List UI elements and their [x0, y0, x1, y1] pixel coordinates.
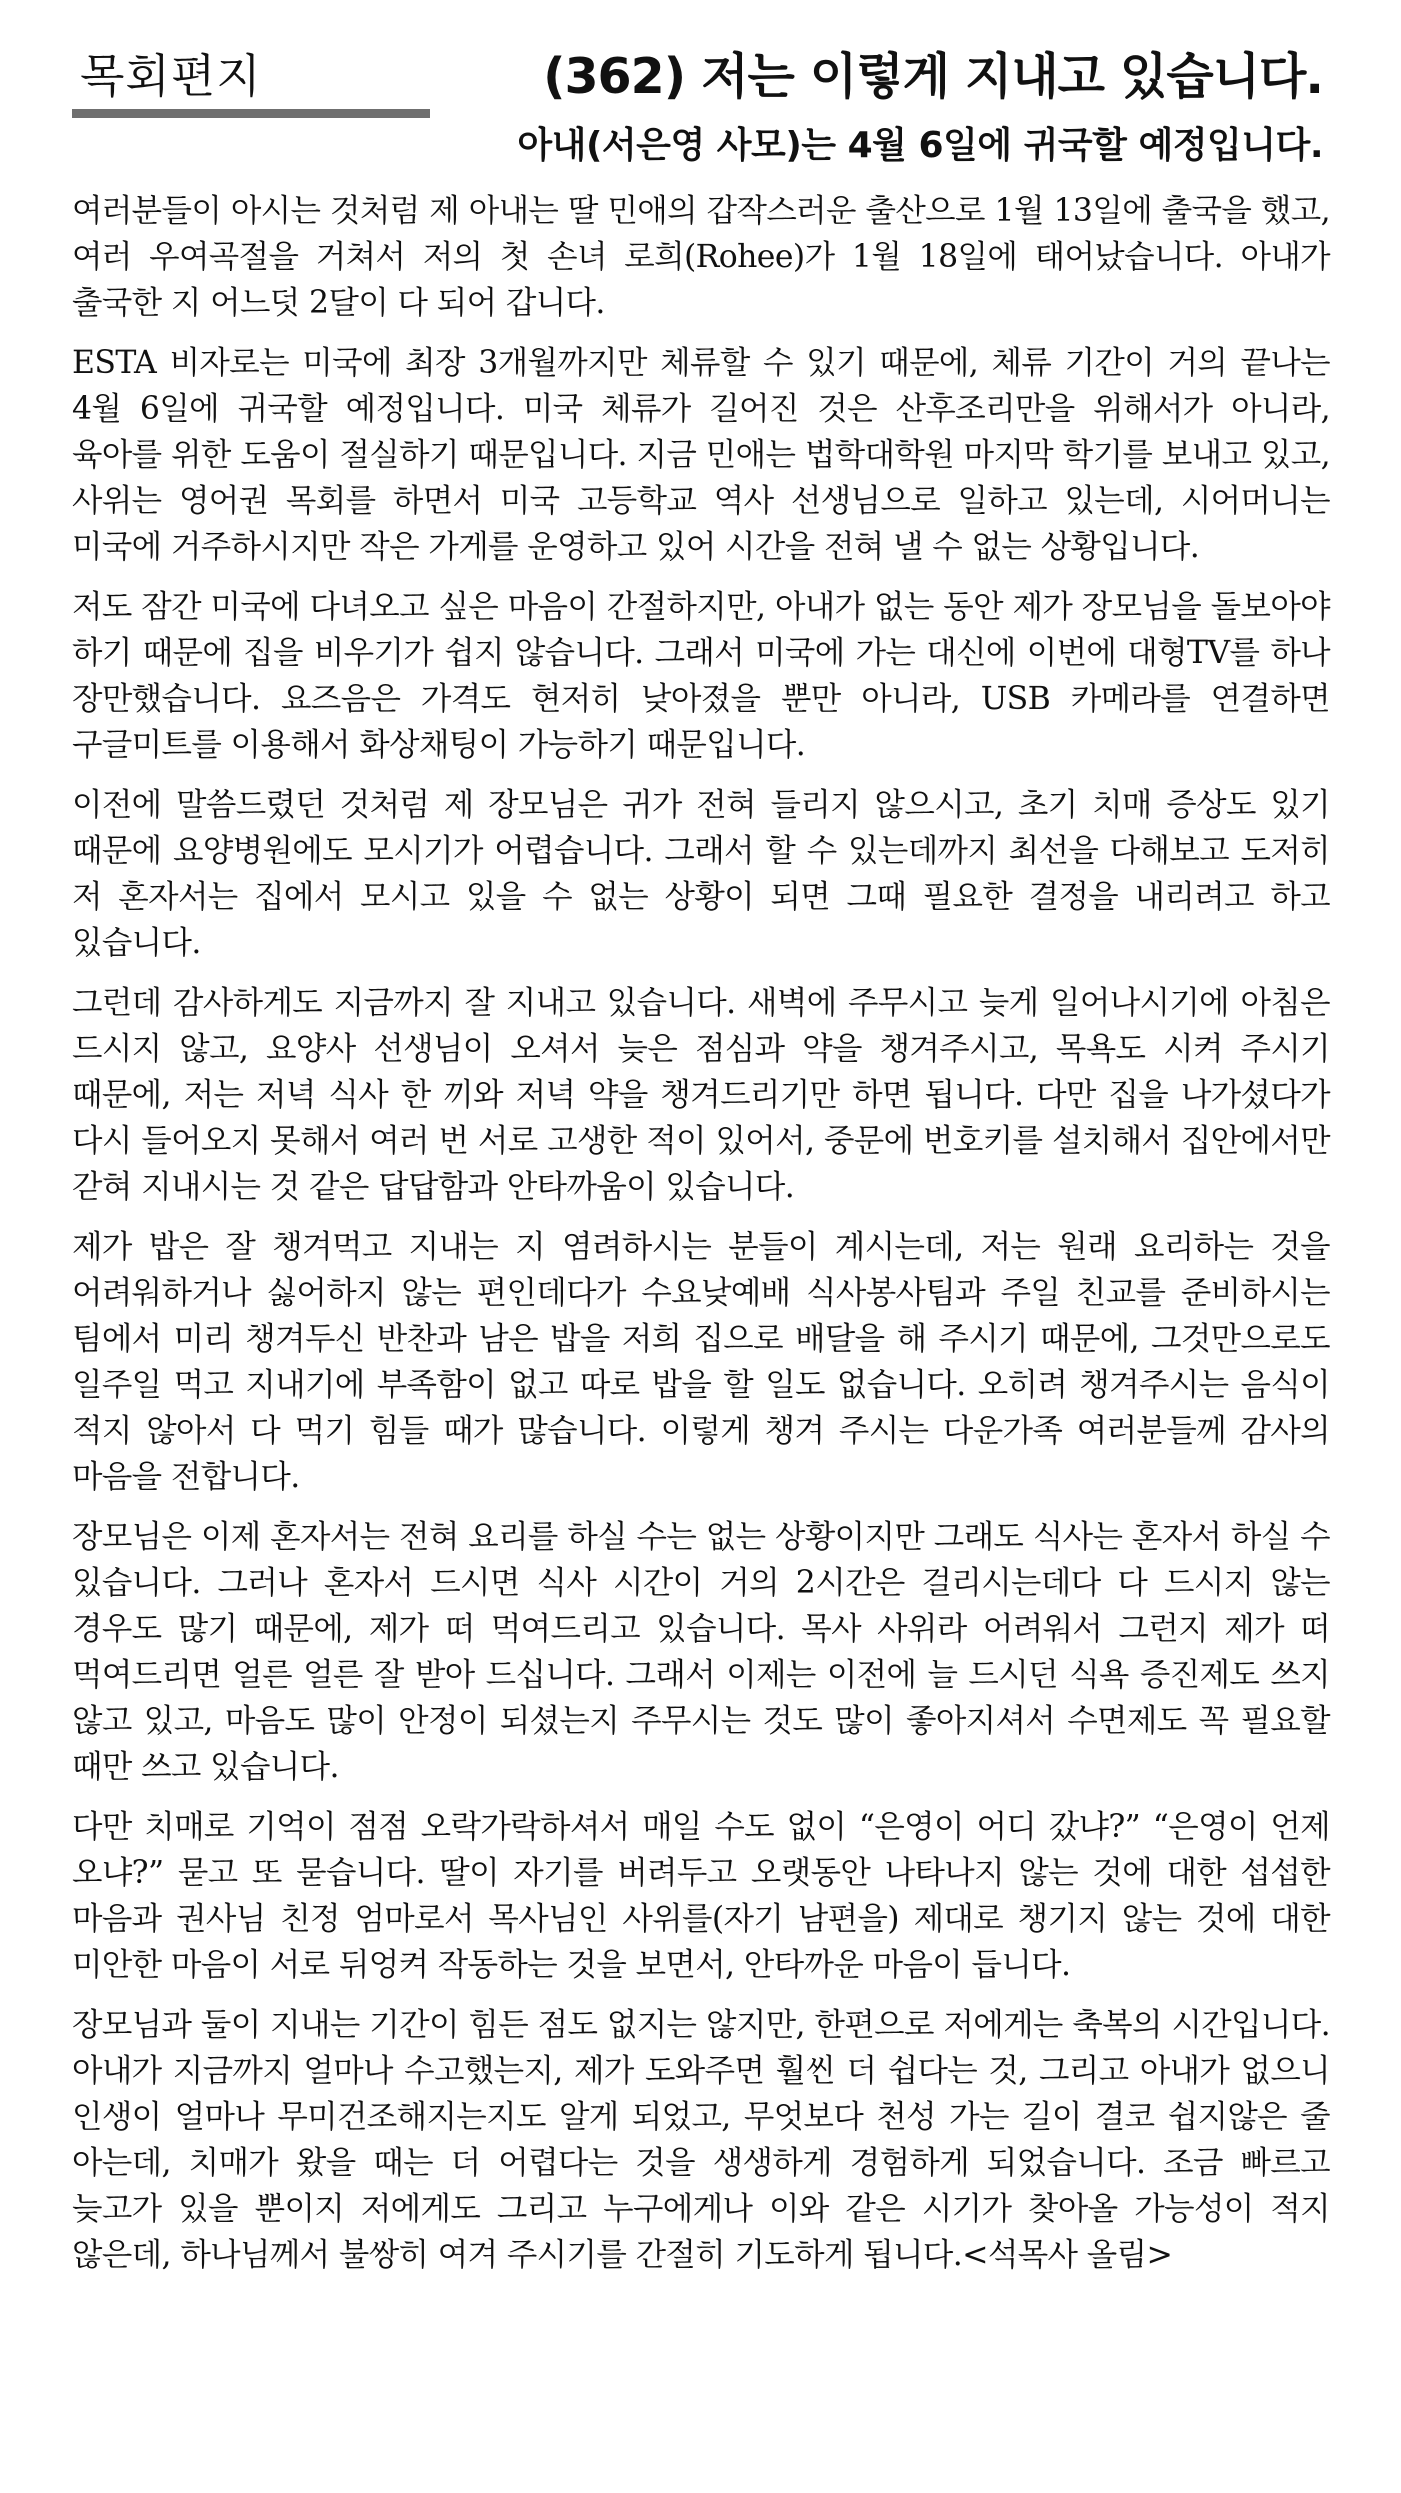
paragraph-9: 장모님과 둘이 지내는 기간이 힘든 점도 없지는 않지만, 한편으로 저에게는 축복의 시간입니다. 아내가 지금까지 얼마나 수고했는지, 제가 도와주면 훨씬 더 쉽다는 것, 그리고 아내가 없으니 인생이 얼마나 무미건조해지는지도 알게 되었고, 무엇보다 천성 가는 길이 결코 쉽지않은 줄 아는데, 치매가 왔을 때는 더 어렵다는 것을 생생하게 경험하게 되었습니다. 조금 빠르고 늦고가 있을 뿐이지 저에게도 그리고 누구에게나 이와 같은 시기가 찾아올 가능성이 적지 않은데, 하나님께서 불쌍히 여겨 주시기를 간절히 기도하게 됩니다.<석목사 올림>	[72, 2007, 1330, 2273]
paragraph-7: 장모님은 이제 혼자서는 전혀 요리를 하실 수는 없는 상황이지만 그래도 식사는 혼자서 하실 수 있습니다. 그러나 혼자서 드시면 식사 시간이 거의 2시간은 걸리시는데다 다 드시지 않는 경우도 많기 때문에, 제가 떠 먹여드리고 있습니다. 목사 사위라 어려워서 그런지 제가 떠 먹여드리면 얼른 얼른 잘 받아 드십니다. 그래서 이제는 이전에 늘 드시던 식욕 증진제도 쓰지 않고 있고, 마음도 많이 안정이 되셨는지 주무시는 것도 많이 좋아지셔서 수면제도 꼭 필요할 때만 쓰고 있습니다.	[72, 1519, 1330, 1785]
paragraph-5: 그런데 감사하게도 지금까지 잘 지내고 있습니다. 새벽에 주무시고 늦게 일어나시기에 아침은 드시지 않고, 요양사 선생님이 오셔서 늦은 점심과 약을 챙겨주시고, 목욕도 시켜 주시기 때문에, 저는 저녁 식사 한 끼와 저녁 약을 챙겨드리기만 하면 됩니다. 다만 집을 나가셨다가 다시 들어오지 못해서 여러 번 서로 고생한 적이 있어서, 중문에 번호키를 설치해서 집안에서만 갇혀 지내시는 것 같은 답답함과 안타까움이 있습니다.	[72, 985, 1330, 1205]
column-label: 목회편지	[80, 49, 262, 103]
letter-body	[72, 188, 1330, 2292]
header-underline	[72, 109, 430, 118]
page-title: (362) 저는 이렇게 지내고 있습니다.	[543, 48, 1323, 105]
page-subtitle: 아내(서은영 사모)는 4월 6일에 귀국할 예정입니다.	[517, 125, 1323, 166]
paragraph-4: 이전에 말씀드렸던 것처럼 제 장모님은 귀가 전혀 들리지 않으시고, 초기 치매 증상도 있기 때문에 요양병원에도 모시기가 어렵습니다. 그래서 할 수 있는데까지 최선을 다해보고 도저히 저 혼자서는 집에서 모시고 있을 수 없는 상황이 되면 그때 필요한 결정을 내리려고 하고 있습니다.	[72, 787, 1330, 961]
paragraph-1: 여러분들이 아시는 것처럼 제 아내는 딸 민애의 갑작스러운 출산으로 1월 13일에 출국을 했고, 여러 우여곡절을 거쳐서 저의 첫 손녀 로희(Rohee)가 1월 18일에 태어났습니다. 아내가 출국한 지 어느덧 2달이 다 되어 갑니다.	[72, 193, 1330, 321]
paragraph-6: 제가 밥은 잘 챙겨먹고 지내는 지 염려하시는 분들이 계시는데, 저는 원래 요리하는 것을 어려워하거나 싫어하지 않는 편인데다가 수요낮예배 식사봉사팀과 주일 친교를 준비하시는 팀에서 미리 챙겨두신 반찬과 남은 밥을 저희 집으로 배달을 해 주시기 때문에, 그것만으로도 일주일 먹고 지내기에 부족함이 없고 따로 밥을 할 일도 없습니다. 오히려 챙겨주시는 음식이 적지 않아서 다 먹기 힘들 때가 많습니다. 이렇게 챙겨 주시는 다운가족 여러분들께 감사의 마음을 전합니다.	[72, 1229, 1330, 1495]
paragraph-3: 저도 잠간 미국에 다녀오고 싶은 마음이 간절하지만, 아내가 없는 동안 제가 장모님을 돌보아야 하기 때문에 집을 비우기가 쉽지 않습니다. 그래서 미국에 가는 대신에 이번에 대형TV를 하나 장만했습니다. 요즈음은 가격도 현저히 낮아졌을 뿐만 아니라, USB 카메라를 연결하면 구글미트를 이용해서 화상채팅이 가능하기 때문입니다.	[72, 589, 1330, 763]
paragraph-8: 다만 치매로 기억이 점점 오락가락하셔서 매일 수도 없이 “은영이 어디 갔냐?” “은영이 언제 오냐?” 묻고 또 묻습니다. 딸이 자기를 버려두고 오랫동안 나타나지 않는 것에 대한 섭섭한 마음과 권사님 친정 엄마로서 목사님인 사위를(자기 남편을) 제대로 챙기지 않는 것에 대한 미안한 마음이 서로 뒤엉켜 작동하는 것을 보면서, 안타까운 마음이 듭니다.	[72, 1809, 1330, 1983]
paragraph-2: ESTA 비자로는 미국에 최장 3개월까지만 체류할 수 있기 때문에, 체류 기간이 거의 끝나는 4월 6일에 귀국할 예정입니다. 미국 체류가 길어진 것은 산후조리만을 위해서가 아니라, 육아를 위한 도움이 절실하기 때문입니다. 지금 민애는 법학대학원 마지막 학기를 보내고 있고, 사위는 영어권 목회를 하면서 미국 고등학교 역사 선생님으로 일하고 있는데, 시어머니는 미국에 거주하시지만 작은 가게를 운영하고 있어 시간을 전혀 낼 수 없는 상황입니다.	[72, 345, 1330, 565]
